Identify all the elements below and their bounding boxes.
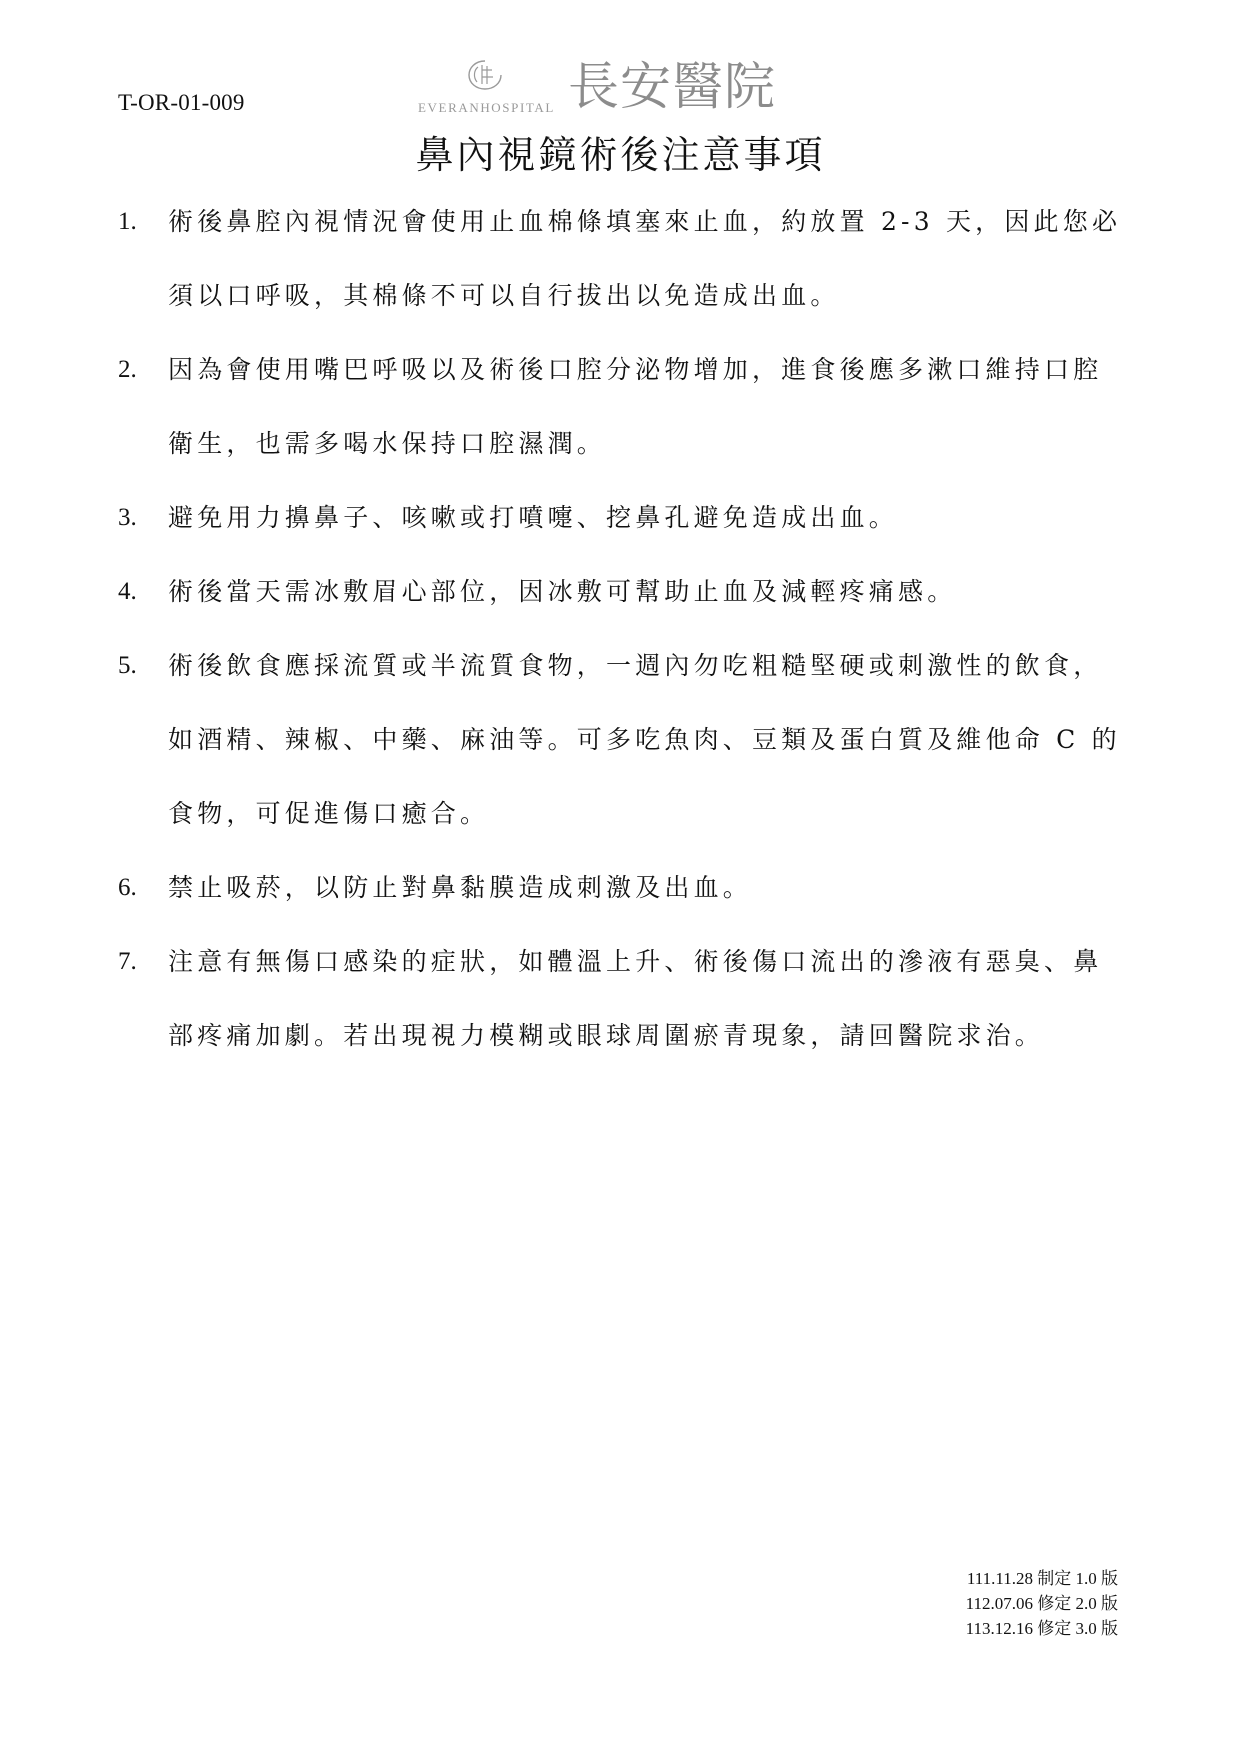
revision-line: 111.11.28 制定 1.0 版: [966, 1569, 1118, 1588]
revision-line: 113.12.16 修定 3.0 版: [965, 1619, 1118, 1638]
notice-list: [118, 203, 1122, 1091]
item-text: [168, 869, 1118, 906]
item-text: [168, 943, 1118, 1054]
list-item: [118, 203, 1122, 314]
item-line: 如酒精、辣椒、中藥、麻油等。可多吃魚肉、豆類及蛋白質及維他命 C 的: [168, 725, 1121, 754]
item-line: 術後鼻腔內視情況會使用止血棉條填塞來止血，約放置 2-3 天，因此您必: [168, 207, 1122, 236]
item-number: 6.: [118, 874, 137, 901]
list-item: [118, 499, 1118, 536]
document-code: T-OR-01-009: [118, 90, 245, 115]
item-number: 2.: [118, 356, 137, 383]
item-text: [168, 203, 1121, 314]
item-line: 術後當天需冰敷眉心部位，因冰敷可幫助止血及減輕疼痛感。: [168, 577, 957, 606]
list-item: [118, 647, 1121, 832]
logo-english-name: EVERANHOSPITAL: [418, 100, 555, 115]
item-number: 4.: [118, 578, 137, 605]
list-item: [118, 943, 1118, 1054]
item-number: 5.: [118, 652, 137, 679]
item-number: 7.: [118, 948, 137, 975]
item-line: 禁止吸菸，以防止對鼻黏膜造成刺激及出血。: [168, 873, 753, 902]
logo-chinese-name: 長安醫院: [568, 58, 777, 117]
list-item: [118, 573, 1118, 610]
item-text: [168, 573, 1118, 610]
item-text: [168, 647, 1121, 832]
list-item: [118, 869, 1118, 906]
item-number: 1.: [118, 208, 137, 235]
item-line: 注意有無傷口感染的症狀，如體溫上升、術後傷口流出的滲液有惡臭、鼻: [168, 947, 1103, 976]
list-item: [118, 351, 1118, 462]
revision-line: 112.07.06 修定 2.0 版: [965, 1594, 1118, 1613]
item-line: 食物，可促進傷口癒合。: [168, 799, 490, 828]
hospital-emblem-icon: [466, 58, 504, 92]
item-line: 避免用力擤鼻子、咳嗽或打噴嚏、挖鼻孔避免造成出血。: [168, 503, 899, 532]
item-line: 因為會使用嘴巴呼吸以及術後口腔分泌物增加，進食後應多漱口維持口腔: [168, 355, 1103, 384]
item-line: 術後飲食應採流質或半流質食物，一週內勿吃粗糙堅硬或刺激性的飲食，: [168, 651, 1103, 680]
item-line: 衛生，也需多喝水保持口腔濕潤。: [168, 429, 607, 458]
page-title: 鼻內視鏡術後注意事項: [415, 133, 826, 177]
item-line: 須以口呼吸，其棉條不可以自行拔出以免造成出血。: [168, 281, 840, 310]
item-line: 部疼痛加劇。若出現視力模糊或眼球周圍瘀青現象，請回醫院求治。: [168, 1021, 1045, 1050]
hospital-logo: [418, 58, 818, 120]
item-number: 3.: [118, 504, 137, 531]
item-text: [168, 499, 1118, 536]
item-text: [168, 351, 1118, 462]
revision-history: [966, 1566, 1118, 1641]
